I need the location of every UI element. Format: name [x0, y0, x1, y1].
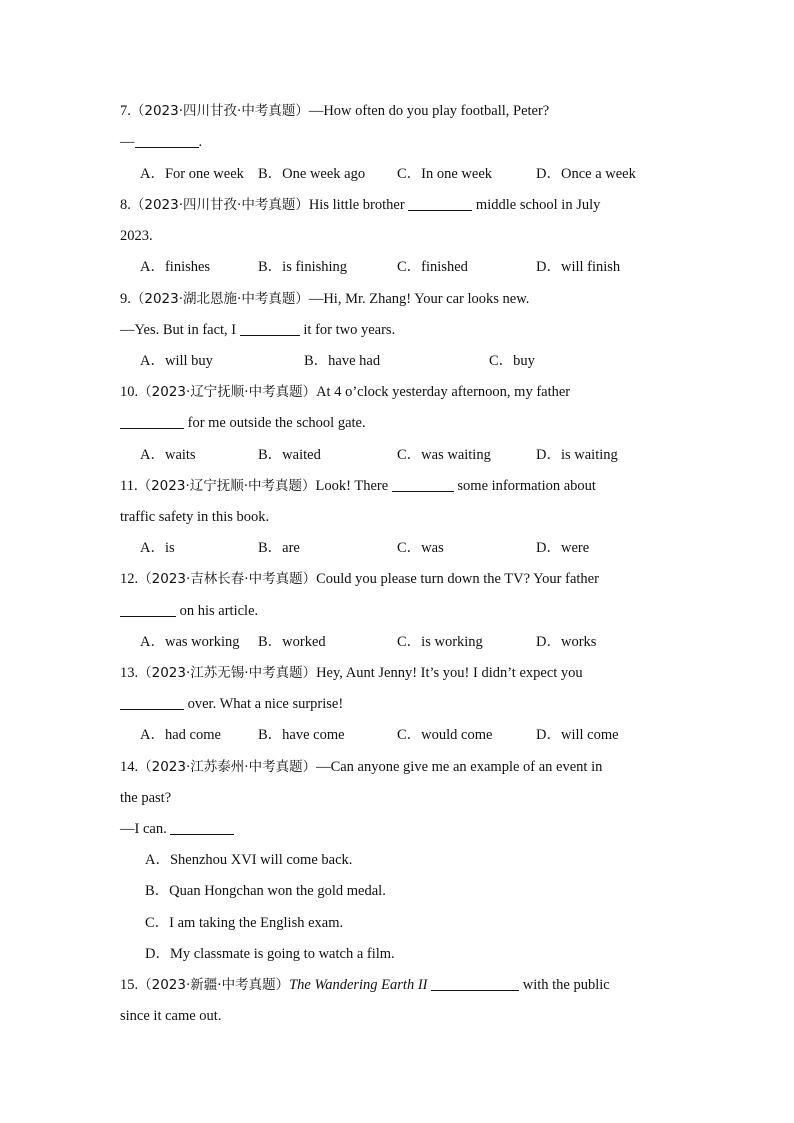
option-a[interactable]: A．finishes — [140, 259, 211, 275]
option-d[interactable]: D．Once a week — [536, 166, 636, 182]
option-b[interactable]: B．have had — [304, 353, 381, 369]
question-15-stem-cont: since it came out. — [120, 1008, 222, 1024]
reply-text: it for two years. — [303, 322, 396, 338]
reply-end: . — [198, 134, 203, 150]
question-10-stem — [120, 382, 570, 402]
option-c[interactable]: C．is working — [397, 634, 483, 650]
question-14-stem — [120, 757, 602, 777]
question-text: over. What a nice surprise! — [187, 696, 344, 712]
reply-text: —Yes. But in fact, I — [120, 322, 237, 338]
option-c[interactable]: C．was waiting — [397, 447, 491, 463]
question-source: （2023·辽宁抚顺·中考真题） — [137, 478, 316, 494]
option-a[interactable]: A．is — [140, 540, 175, 556]
question-8-stem-cont: 2023. — [120, 228, 153, 244]
question-text: At 4 o’clock yesterday afternoon, my father — [316, 384, 571, 400]
question-number: 12. — [120, 571, 139, 587]
question-14-stem-cont: the past? — [120, 790, 172, 806]
question-source: （2023·新疆·中考真题） — [138, 977, 290, 993]
option-a[interactable]: A．will buy — [140, 353, 213, 369]
question-text: middle school in July — [475, 197, 601, 213]
question-source: （2023·江苏无锡·中考真题） — [138, 665, 317, 681]
question-9-stem — [120, 289, 529, 309]
option-d[interactable]: D．were — [536, 540, 590, 556]
answer-blank[interactable] — [120, 602, 176, 617]
option-c[interactable]: C．would come — [397, 727, 493, 743]
option-b[interactable]: B．worked — [258, 634, 326, 650]
film-title: The Wandering Earth II — [289, 977, 428, 993]
question-number: 9. — [120, 291, 131, 307]
option-a[interactable]: A．had come — [140, 727, 221, 743]
question-text: Could you please turn down the TV? Your father — [316, 571, 599, 587]
option-b[interactable]: B．have come — [258, 727, 345, 743]
option-a[interactable]: A．For one week — [140, 166, 244, 182]
question-number: 11. — [120, 478, 138, 494]
question-number: 8. — [120, 197, 131, 213]
question-text: some information about — [457, 478, 596, 494]
answer-blank[interactable] — [431, 976, 519, 991]
question-15-stem — [120, 975, 610, 995]
question-source: （2023·吉林长春·中考真题） — [138, 571, 317, 587]
question-text: —Can anyone give me an example of an event in — [316, 759, 603, 775]
question-12-stem-cont — [120, 601, 258, 621]
question-14-reply — [120, 819, 234, 839]
question-9-reply — [120, 320, 395, 340]
option-b[interactable]: B．waited — [258, 447, 321, 463]
option-d[interactable]: D．My classmate is going to watch a film. — [145, 946, 395, 962]
question-number: 15. — [120, 977, 139, 993]
answer-blank[interactable] — [392, 477, 454, 492]
question-source: （2023·辽宁抚顺·中考真题） — [138, 384, 317, 400]
option-d[interactable]: D．will finish — [536, 259, 621, 275]
option-a[interactable]: A．waits — [140, 447, 196, 463]
question-text: His little brother — [308, 197, 405, 213]
answer-blank[interactable] — [120, 695, 184, 710]
question-source: （2023·湖北恩施·中考真题） — [130, 291, 309, 307]
question-8-stem — [120, 195, 600, 215]
answer-blank[interactable] — [135, 133, 199, 148]
question-text: —How often do you play football, Peter? — [308, 103, 550, 119]
question-source: （2023·江苏泰州·中考真题） — [138, 759, 317, 775]
option-b[interactable]: B．Quan Hongchan won the gold medal. — [145, 883, 386, 899]
option-a[interactable]: A．was working — [140, 634, 240, 650]
option-c[interactable]: C．was — [397, 540, 444, 556]
reply-text: —I can. — [120, 821, 167, 837]
question-12-stem — [120, 569, 599, 589]
question-number: 14. — [120, 759, 139, 775]
question-number: 10. — [120, 384, 139, 400]
question-7-reply — [120, 132, 202, 152]
question-source: （2023·四川甘孜·中考真题） — [130, 103, 309, 119]
answer-blank[interactable] — [240, 321, 300, 336]
option-b[interactable]: B．One week ago — [258, 166, 366, 182]
option-c[interactable]: C．finished — [397, 259, 468, 275]
reply-dash: — — [120, 134, 135, 150]
answer-blank[interactable] — [120, 414, 184, 429]
question-number: 13. — [120, 665, 139, 681]
question-text: on his article. — [179, 603, 259, 619]
answer-blank[interactable] — [408, 196, 472, 211]
option-b[interactable]: B．are — [258, 540, 300, 556]
option-d[interactable]: D．is waiting — [536, 447, 618, 463]
question-11-stem — [120, 476, 596, 496]
option-a[interactable]: A．Shenzhou XVI will come back. — [145, 852, 353, 868]
question-source: （2023·四川甘孜·中考真题） — [130, 197, 309, 213]
question-text: —Hi, Mr. Zhang! Your car looks new. — [308, 291, 530, 307]
question-number: 7. — [120, 103, 131, 119]
option-b[interactable]: B．is finishing — [258, 259, 348, 275]
question-text: Look! There — [315, 478, 389, 494]
question-text: for me outside the school gate. — [187, 415, 366, 431]
option-d[interactable]: D．works — [536, 634, 597, 650]
question-text: with the public — [522, 977, 610, 993]
question-13-stem-cont — [120, 694, 343, 714]
option-c[interactable]: C．buy — [489, 353, 535, 369]
answer-blank[interactable] — [170, 820, 234, 835]
option-c[interactable]: C．In one week — [397, 166, 493, 182]
question-10-stem-cont — [120, 413, 366, 433]
question-13-stem — [120, 663, 583, 683]
option-c[interactable]: C．I am taking the English exam. — [145, 915, 344, 931]
question-7-stem — [120, 101, 549, 121]
question-text: Hey, Aunt Jenny! It’s you! I didn’t expect you — [316, 665, 583, 681]
question-11-stem-cont: traffic safety in this book. — [120, 509, 270, 525]
option-d[interactable]: D．will come — [536, 727, 619, 743]
